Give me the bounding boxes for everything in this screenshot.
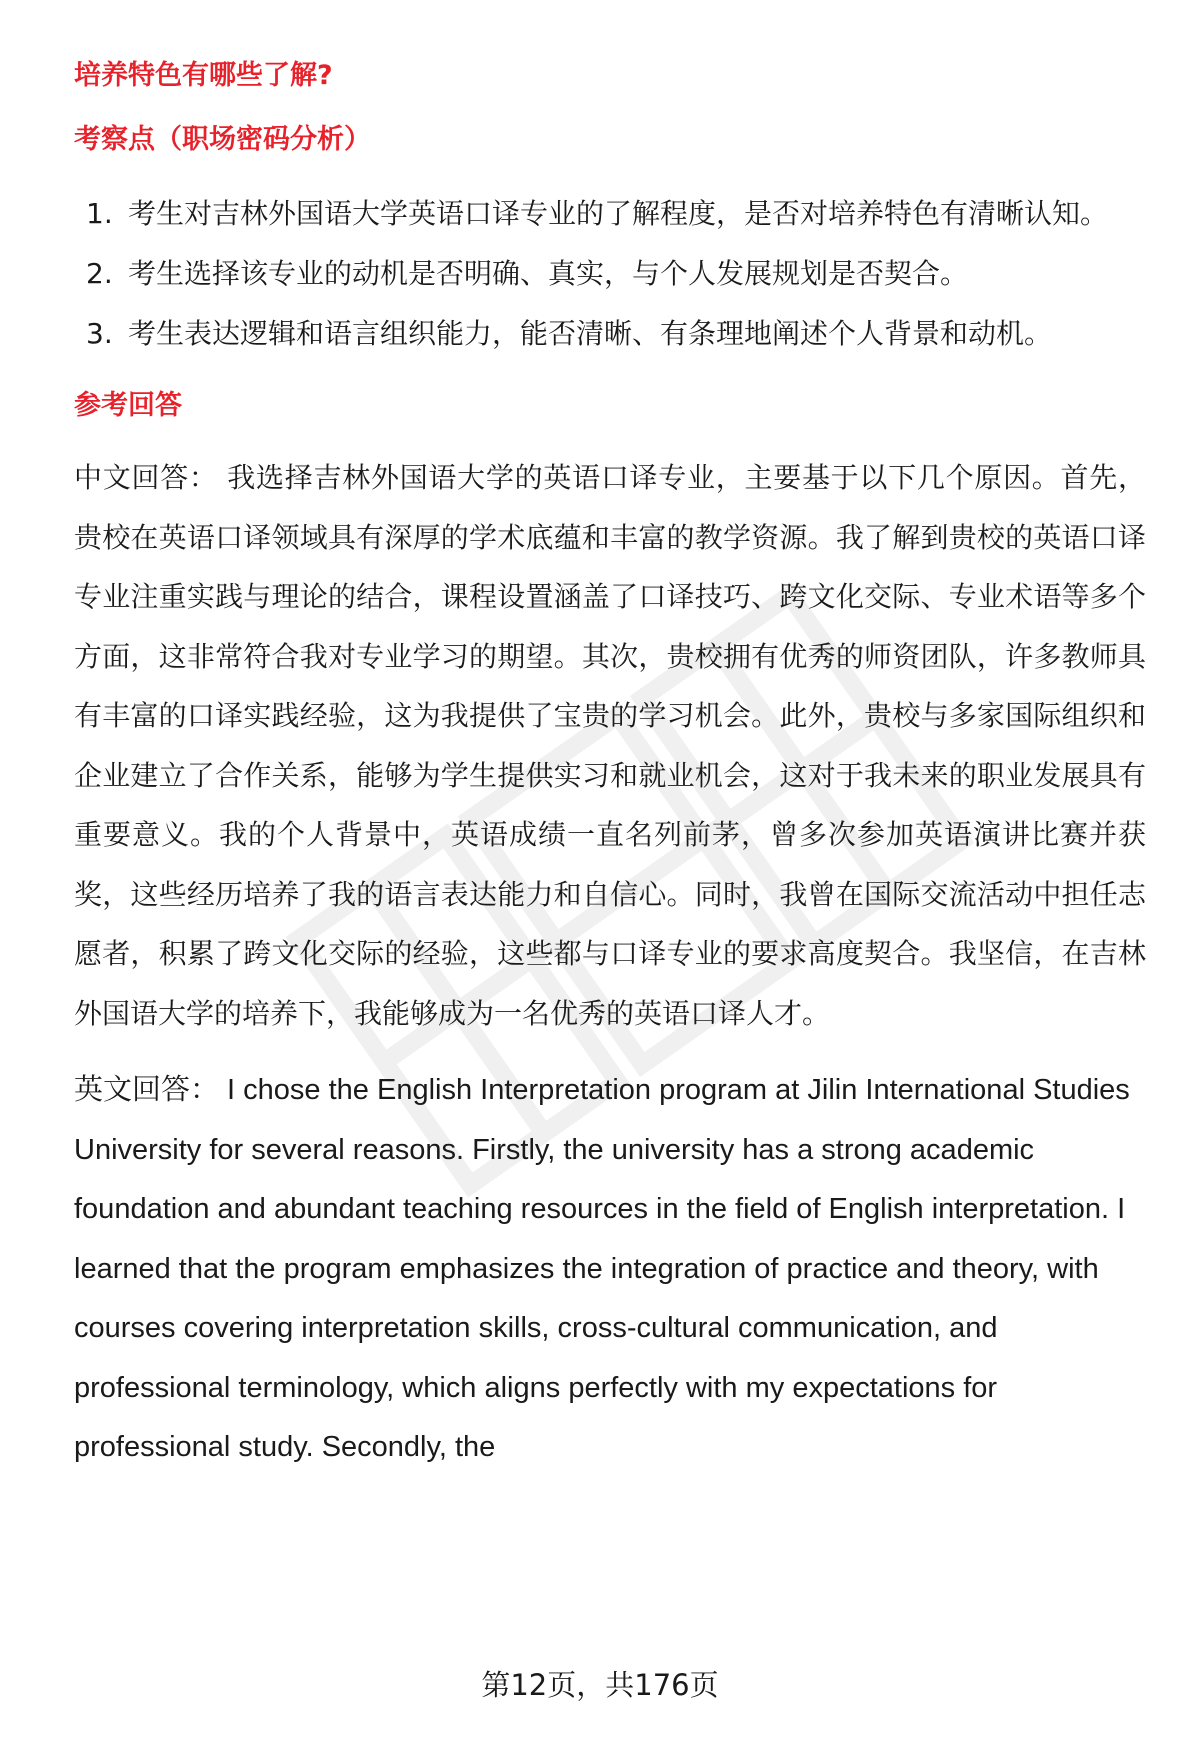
list-item-text: 考生选择该专业的动机是否明确、真实，与个人发展规划是否契合。 (128, 257, 969, 290)
chinese-answer-paragraph: 中文回答： 我选择吉林外国语大学的英语口译专业，主要基于以下几个原因。首先，贵校在英语口译领域具有深厚的学术底蕴和丰富的教学资源。我了解到贵校的英语口译专业注重实践与理论的结合，课程设置涵盖了口译技巧、跨文化交际、专业术语等多个方面，这非常符合我对专业学习的期望。其次，贵校拥有优秀的师资团队，许多教师具有丰富的口译实践经验，这为我提供了宝贵的学习机会。此外，贵校与多家国际组织和企业建立了合作关系，能够为学生提供实习和就业机会，这对于我未来的职业发展具有重要意义。我的个人背景中，英语成绩一直名列前茅，曾多次参加英语演讲比赛并获奖，这些经历培养了我的语言表达能力和自信心。同时，我曾在国际交流活动中担任志愿者，积累了跨文化交际的经验，这些都与口译专业的要求高度契合。我坚信，在吉林外国语大学的培养下，我能够成为一名优秀的英语口译人才。 (74, 461, 1146, 1030)
list-item-text: 考生对吉林外国语大学英语口译专业的了解程度，是否对培养特色有清晰认知。 (128, 197, 1109, 230)
list-item (74, 304, 1146, 364)
reference-answer-heading: 参考回答 (74, 390, 182, 421)
list-item-number: 2. (86, 257, 113, 290)
english-answer-paragraph: 英文回答： I chose the English Interpretation program at Jilin International Studies University for several reasons. Firstly, the university has a strong academic foundation and abundant teaching resources in the field of English interpretation. I learned that the program emphasizes the integration of practice and theory, with courses covering interpretation skills, cross-cultural communication, and professional terminology, which aligns perfectly with my expectations for professional study. Secondly, the (74, 1074, 1130, 1463)
question-heading: 培养特色有哪些了解? (74, 60, 333, 91)
list-item-number: 3. (86, 317, 113, 350)
page-content (74, 56, 1146, 1477)
list-item-text: 考生表达逻辑和语言组织能力，能否清晰、有条理地阐述个人背景和动机。 (128, 317, 1053, 350)
assessment-points-heading: 考察点（职场密码分析） (74, 124, 371, 155)
list-item (74, 244, 1146, 304)
page-number-footer: 第12页，共176页 (481, 1668, 719, 1702)
list-item (74, 184, 1146, 244)
assessment-points-list (74, 184, 1146, 364)
list-item-number: 1. (86, 197, 113, 230)
